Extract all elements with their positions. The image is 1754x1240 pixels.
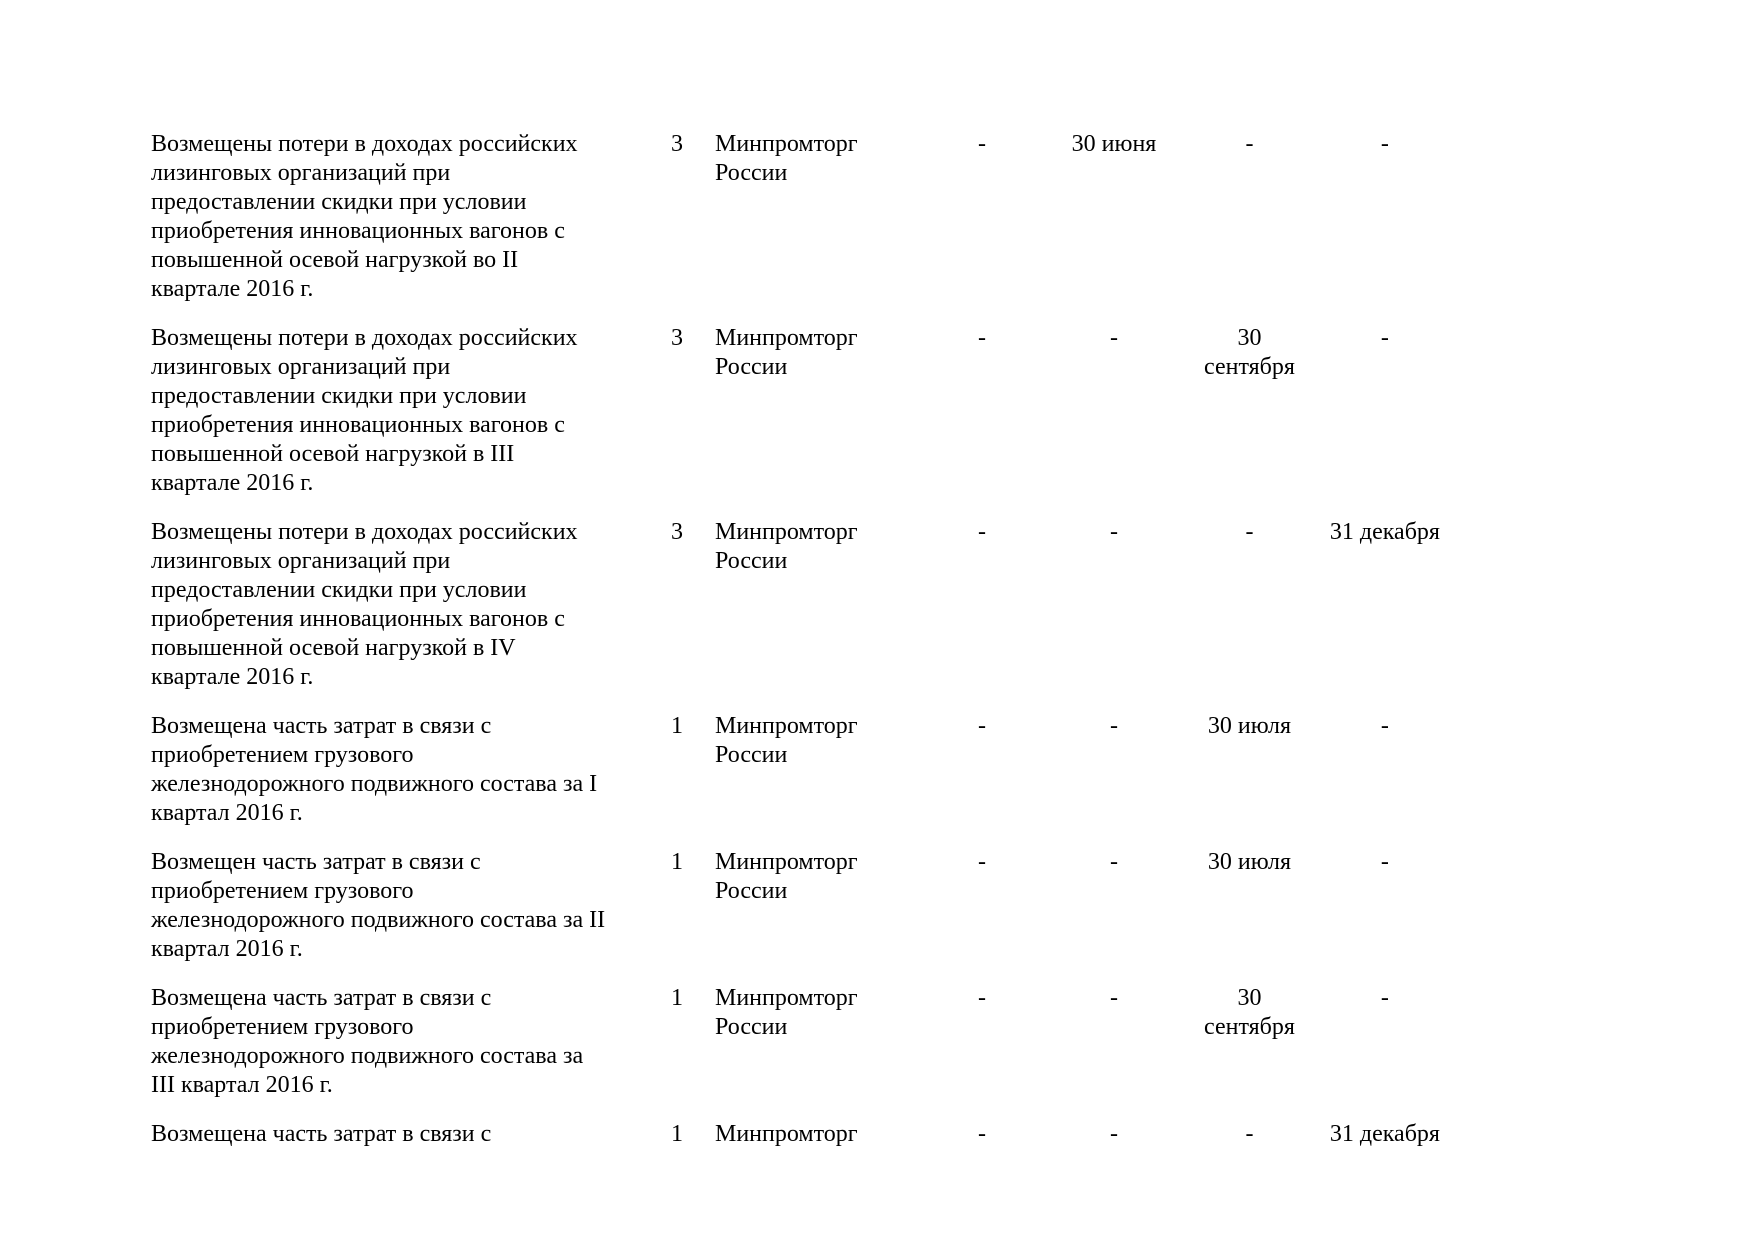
q1-value: - <box>978 1121 986 1147</box>
table-row <box>151 130 1475 304</box>
result-text-line: Возмещена часть затрат в связи с <box>151 985 492 1011</box>
result-text-line: приобретением грузового <box>151 1014 414 1040</box>
result-text-line: Возмещены потери в доходах российских <box>151 325 578 351</box>
code-cell <box>639 984 715 1100</box>
result-text-line: приобретением грузового <box>151 878 414 904</box>
q3-cell <box>1204 518 1295 692</box>
q3-text-line: - <box>1245 1121 1254 1147</box>
result-text-line: квартал 2016 г. <box>151 800 303 826</box>
result-text-line: III квартал 2016 г. <box>151 1072 333 1098</box>
result-text-line: железнодорожного подвижного состава за <box>151 1043 584 1069</box>
code-value: 1 <box>671 713 683 739</box>
q2-value: - <box>1110 1121 1118 1147</box>
result-text-line: предоставлении скидки при условии <box>151 189 527 215</box>
q1-value: - <box>978 849 986 875</box>
code-cell <box>639 324 715 498</box>
q3-text-line: 30 июля <box>1207 849 1292 875</box>
result-text-line: лизинговых организаций при <box>151 354 451 380</box>
code-cell <box>639 518 715 692</box>
row-spacer-cell <box>151 964 1475 984</box>
q2-value: - <box>1110 325 1118 351</box>
q3-text-line: - <box>1245 131 1254 157</box>
row-spacer <box>151 498 1475 518</box>
q1-value: - <box>978 519 986 545</box>
code-value: 1 <box>671 985 683 1011</box>
result-text-line: лизинговых организаций при <box>151 160 451 186</box>
executor-text-line: Минпромторг <box>715 519 858 545</box>
q3-text-line: 30 июля <box>1207 713 1292 739</box>
q4-cell <box>1295 848 1475 964</box>
result-cell <box>151 130 639 304</box>
q3-cell <box>1204 712 1295 828</box>
q2-cell <box>1024 518 1204 692</box>
q1-cell <box>940 984 1024 1100</box>
q1-cell <box>940 130 1024 304</box>
q2-cell <box>1024 1120 1204 1149</box>
result-cell <box>151 848 639 964</box>
executor-text-line: России <box>715 1014 788 1040</box>
row-spacer-cell <box>151 304 1475 324</box>
result-text-line: квартал 2016 г. <box>151 936 303 962</box>
executor-cell <box>715 848 940 964</box>
executor-text-line: России <box>715 548 788 574</box>
q4-value: - <box>1380 849 1389 875</box>
result-text-line: Возмещен часть затрат в связи с <box>151 849 481 875</box>
table-row <box>151 984 1475 1100</box>
row-spacer-cell <box>151 828 1475 848</box>
executor-cell <box>715 984 940 1100</box>
result-text-line: приобретения инновационных вагонов с <box>151 606 565 632</box>
result-text-line: повышенной осевой нагрузкой во II <box>151 247 519 273</box>
row-spacer <box>151 304 1475 324</box>
q3-cell <box>1204 324 1295 498</box>
q4-cell <box>1295 324 1475 498</box>
q4-cell <box>1295 518 1475 692</box>
q1-value: - <box>978 713 986 739</box>
executor-text-line: России <box>715 742 788 768</box>
executor-text-line: Минпромторг <box>715 1121 858 1147</box>
q4-value: 31 декабря <box>1329 1121 1440 1147</box>
result-text-line: Возмещена часть затрат в связи с <box>151 713 492 739</box>
row-spacer <box>151 828 1475 848</box>
result-text-line: повышенной осевой нагрузкой в III <box>151 441 515 467</box>
q2-cell <box>1024 984 1204 1100</box>
row-spacer-cell <box>151 1100 1475 1120</box>
q2-value: - <box>1110 985 1118 1011</box>
q3-text-line: 30 <box>1237 325 1262 351</box>
result-text-line: предоставлении скидки при условии <box>151 577 527 603</box>
code-cell <box>639 848 715 964</box>
q3-cell <box>1204 1120 1295 1149</box>
q1-cell <box>940 848 1024 964</box>
result-cell <box>151 1120 639 1149</box>
code-cell <box>639 712 715 828</box>
q4-cell <box>1295 1120 1475 1149</box>
q2-cell <box>1024 712 1204 828</box>
result-text-line: приобретением грузового <box>151 742 414 768</box>
result-text-line: предоставлении скидки при условии <box>151 383 527 409</box>
q1-cell <box>940 518 1024 692</box>
q4-value: - <box>1380 131 1389 157</box>
result-text-line: Возмещены потери в доходах российских <box>151 519 578 545</box>
q1-value: - <box>978 985 986 1011</box>
executor-cell <box>715 130 940 304</box>
q4-value: - <box>1380 985 1389 1011</box>
result-text-line: железнодорожного подвижного состава за II <box>151 907 606 933</box>
q2-value: 30 июня <box>1071 131 1157 157</box>
q2-cell <box>1024 324 1204 498</box>
q3-cell <box>1204 848 1295 964</box>
table-body <box>151 130 1475 1149</box>
q1-cell <box>940 1120 1024 1149</box>
table-row <box>151 848 1475 964</box>
executor-cell <box>715 518 940 692</box>
table-row <box>151 324 1475 498</box>
q1-cell <box>940 712 1024 828</box>
executor-text-line: Минпромторг <box>715 713 858 739</box>
table-row <box>151 1120 1475 1149</box>
result-text-line: квартале 2016 г. <box>151 664 314 690</box>
code-value: 3 <box>671 131 683 157</box>
q3-cell <box>1204 984 1295 1100</box>
q1-value: - <box>978 131 986 157</box>
result-cell <box>151 324 639 498</box>
executor-text-line: России <box>715 878 788 904</box>
row-spacer <box>151 1100 1475 1120</box>
q3-text-line: 30 <box>1237 985 1262 1011</box>
executor-text-line: России <box>715 354 788 380</box>
q4-value: 31 декабря <box>1329 519 1440 545</box>
q3-text-line: - <box>1245 519 1254 545</box>
executor-cell <box>715 712 940 828</box>
q2-cell <box>1024 130 1204 304</box>
code-cell <box>639 1120 715 1149</box>
code-value: 3 <box>671 519 683 545</box>
q2-value: - <box>1110 519 1118 545</box>
row-spacer-cell <box>151 692 1475 712</box>
q3-text-line: сентября <box>1204 1014 1295 1040</box>
row-spacer-cell <box>151 498 1475 518</box>
executor-cell <box>715 1120 940 1149</box>
q4-value: - <box>1380 325 1389 351</box>
result-text-line: повышенной осевой нагрузкой в IV <box>151 635 516 661</box>
q2-cell <box>1024 848 1204 964</box>
executor-text-line: Минпромторг <box>715 985 858 1011</box>
table-row <box>151 518 1475 692</box>
q1-value: - <box>978 325 986 351</box>
row-spacer <box>151 964 1475 984</box>
executor-text-line: Минпромторг <box>715 131 858 157</box>
result-text-line: Возмещена часть затрат в связи с <box>151 1121 492 1147</box>
code-value: 1 <box>671 849 683 875</box>
q2-value: - <box>1110 713 1118 739</box>
executor-text-line: Минпромторг <box>715 849 858 875</box>
q4-value: - <box>1380 713 1389 739</box>
row-spacer <box>151 692 1475 712</box>
executor-text-line: России <box>715 160 788 186</box>
result-text-line: квартале 2016 г. <box>151 276 314 302</box>
result-cell <box>151 712 639 828</box>
q4-cell <box>1295 130 1475 304</box>
result-text-line: квартале 2016 г. <box>151 470 314 496</box>
q1-cell <box>940 324 1024 498</box>
result-text-line: лизинговых организаций при <box>151 548 451 574</box>
result-cell <box>151 518 639 692</box>
code-cell <box>639 130 715 304</box>
result-text-line: железнодорожного подвижного состава за I <box>151 771 598 797</box>
q3-cell <box>1204 130 1295 304</box>
result-text-line: приобретения инновационных вагонов с <box>151 218 565 244</box>
result-text-line: Возмещены потери в доходах российских <box>151 131 578 157</box>
code-value: 1 <box>671 1121 683 1147</box>
q3-text-line: сентября <box>1204 354 1295 380</box>
executor-cell <box>715 324 940 498</box>
result-text-line: приобретения инновационных вагонов с <box>151 412 565 438</box>
q2-value: - <box>1110 849 1118 875</box>
result-cell <box>151 984 639 1100</box>
q4-cell <box>1295 984 1475 1100</box>
q4-cell <box>1295 712 1475 828</box>
code-value: 3 <box>671 325 683 351</box>
plan-table <box>151 130 1475 1149</box>
executor-text-line: Минпромторг <box>715 325 858 351</box>
table-row <box>151 712 1475 828</box>
